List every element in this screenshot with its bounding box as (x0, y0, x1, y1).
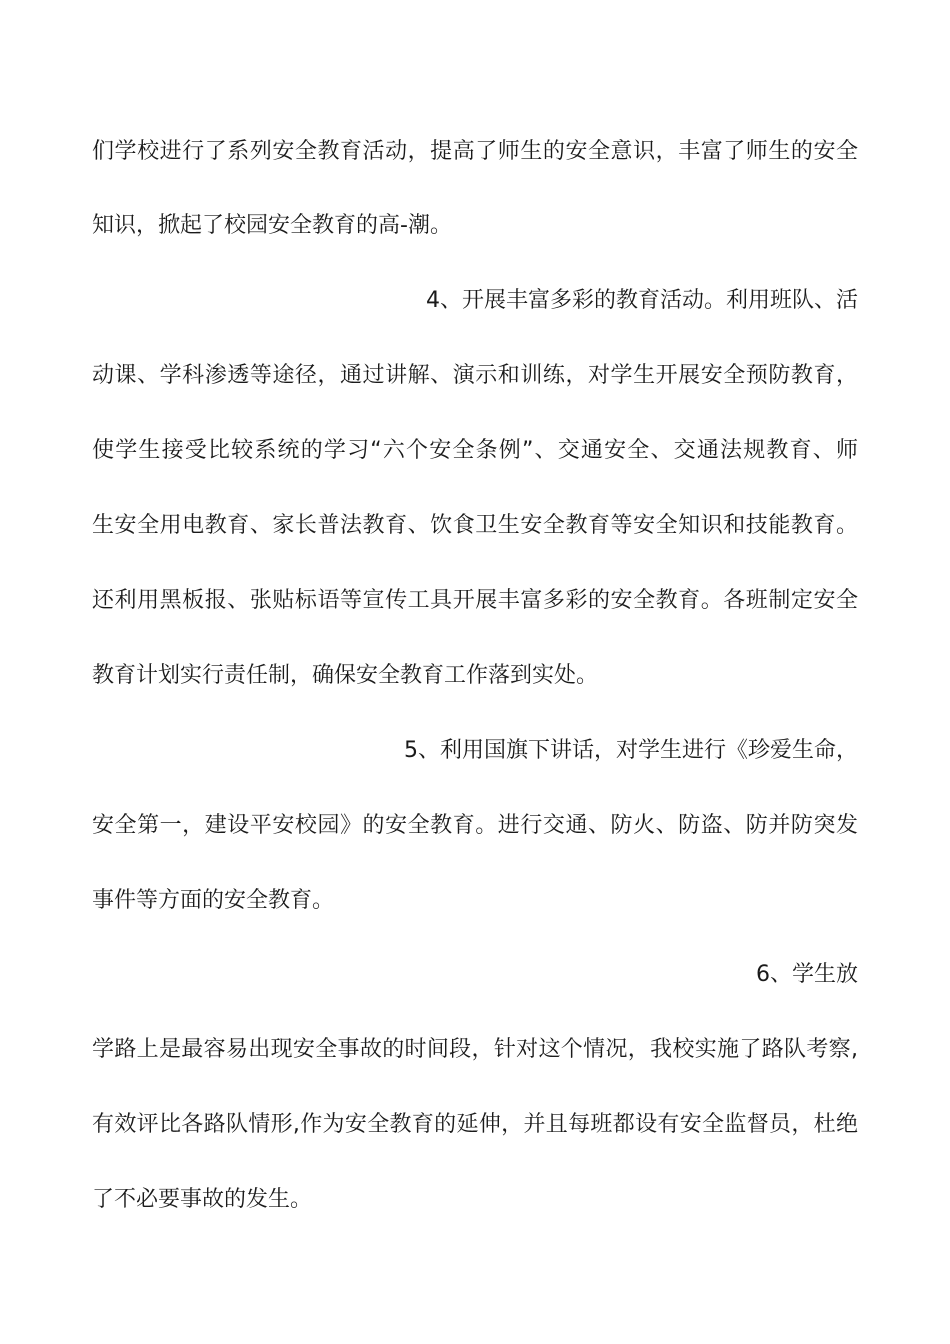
text-line-11: 事件等方面的安全教育。 (92, 888, 335, 913)
text-line-13: 学路上是最容易出现安全事故的时间段，针对这个情况，我校实施了路队考察, (92, 1037, 858, 1062)
text-line-2: 知识，掀起了校园安全教育的高-潮。 (92, 213, 452, 238)
text-line-9: 5、利用国旗下讲话，对学生进行《珍爱生命， (404, 738, 858, 763)
text-line-6: 生安全用电教育、家长普法教育、饮食卫生安全教育等安全知识和技能教育。 (92, 513, 858, 538)
text-line-5: 使学生接受比较系统的学习“六个安全条例”、交通安全、交通法规教育、师 (92, 438, 858, 463)
text-line-7: 还利用黑板报、张贴标语等宣传工具开展丰富多彩的安全教育。各班制定安全 (92, 588, 858, 613)
text-line-4: 动课、学科渗透等途径，通过讲解、演示和训练，对学生开展安全预防教育， (92, 363, 858, 388)
text-line-15: 了不必要事故的发生。 (92, 1187, 313, 1212)
text-line-3: 4、开展丰富多彩的教育活动。利用班队、活 (426, 288, 858, 313)
text-line-14: 有效评比各路队情形,作为安全教育的延伸，并且每班都设有安全监督员，杜绝 (92, 1112, 858, 1137)
text-line-1: 们学校进行了系列安全教育活动，提高了师生的安全意识，丰富了师生的安全 (92, 139, 858, 164)
text-line-8: 教育计划实行责任制，确保安全教育工作落到实处。 (92, 663, 599, 688)
text-line-10: 安全第一，建设平安校园》的安全教育。进行交通、防火、防盗、防并防突发 (92, 813, 858, 838)
text-line-12: 6、学生放 (756, 962, 858, 987)
